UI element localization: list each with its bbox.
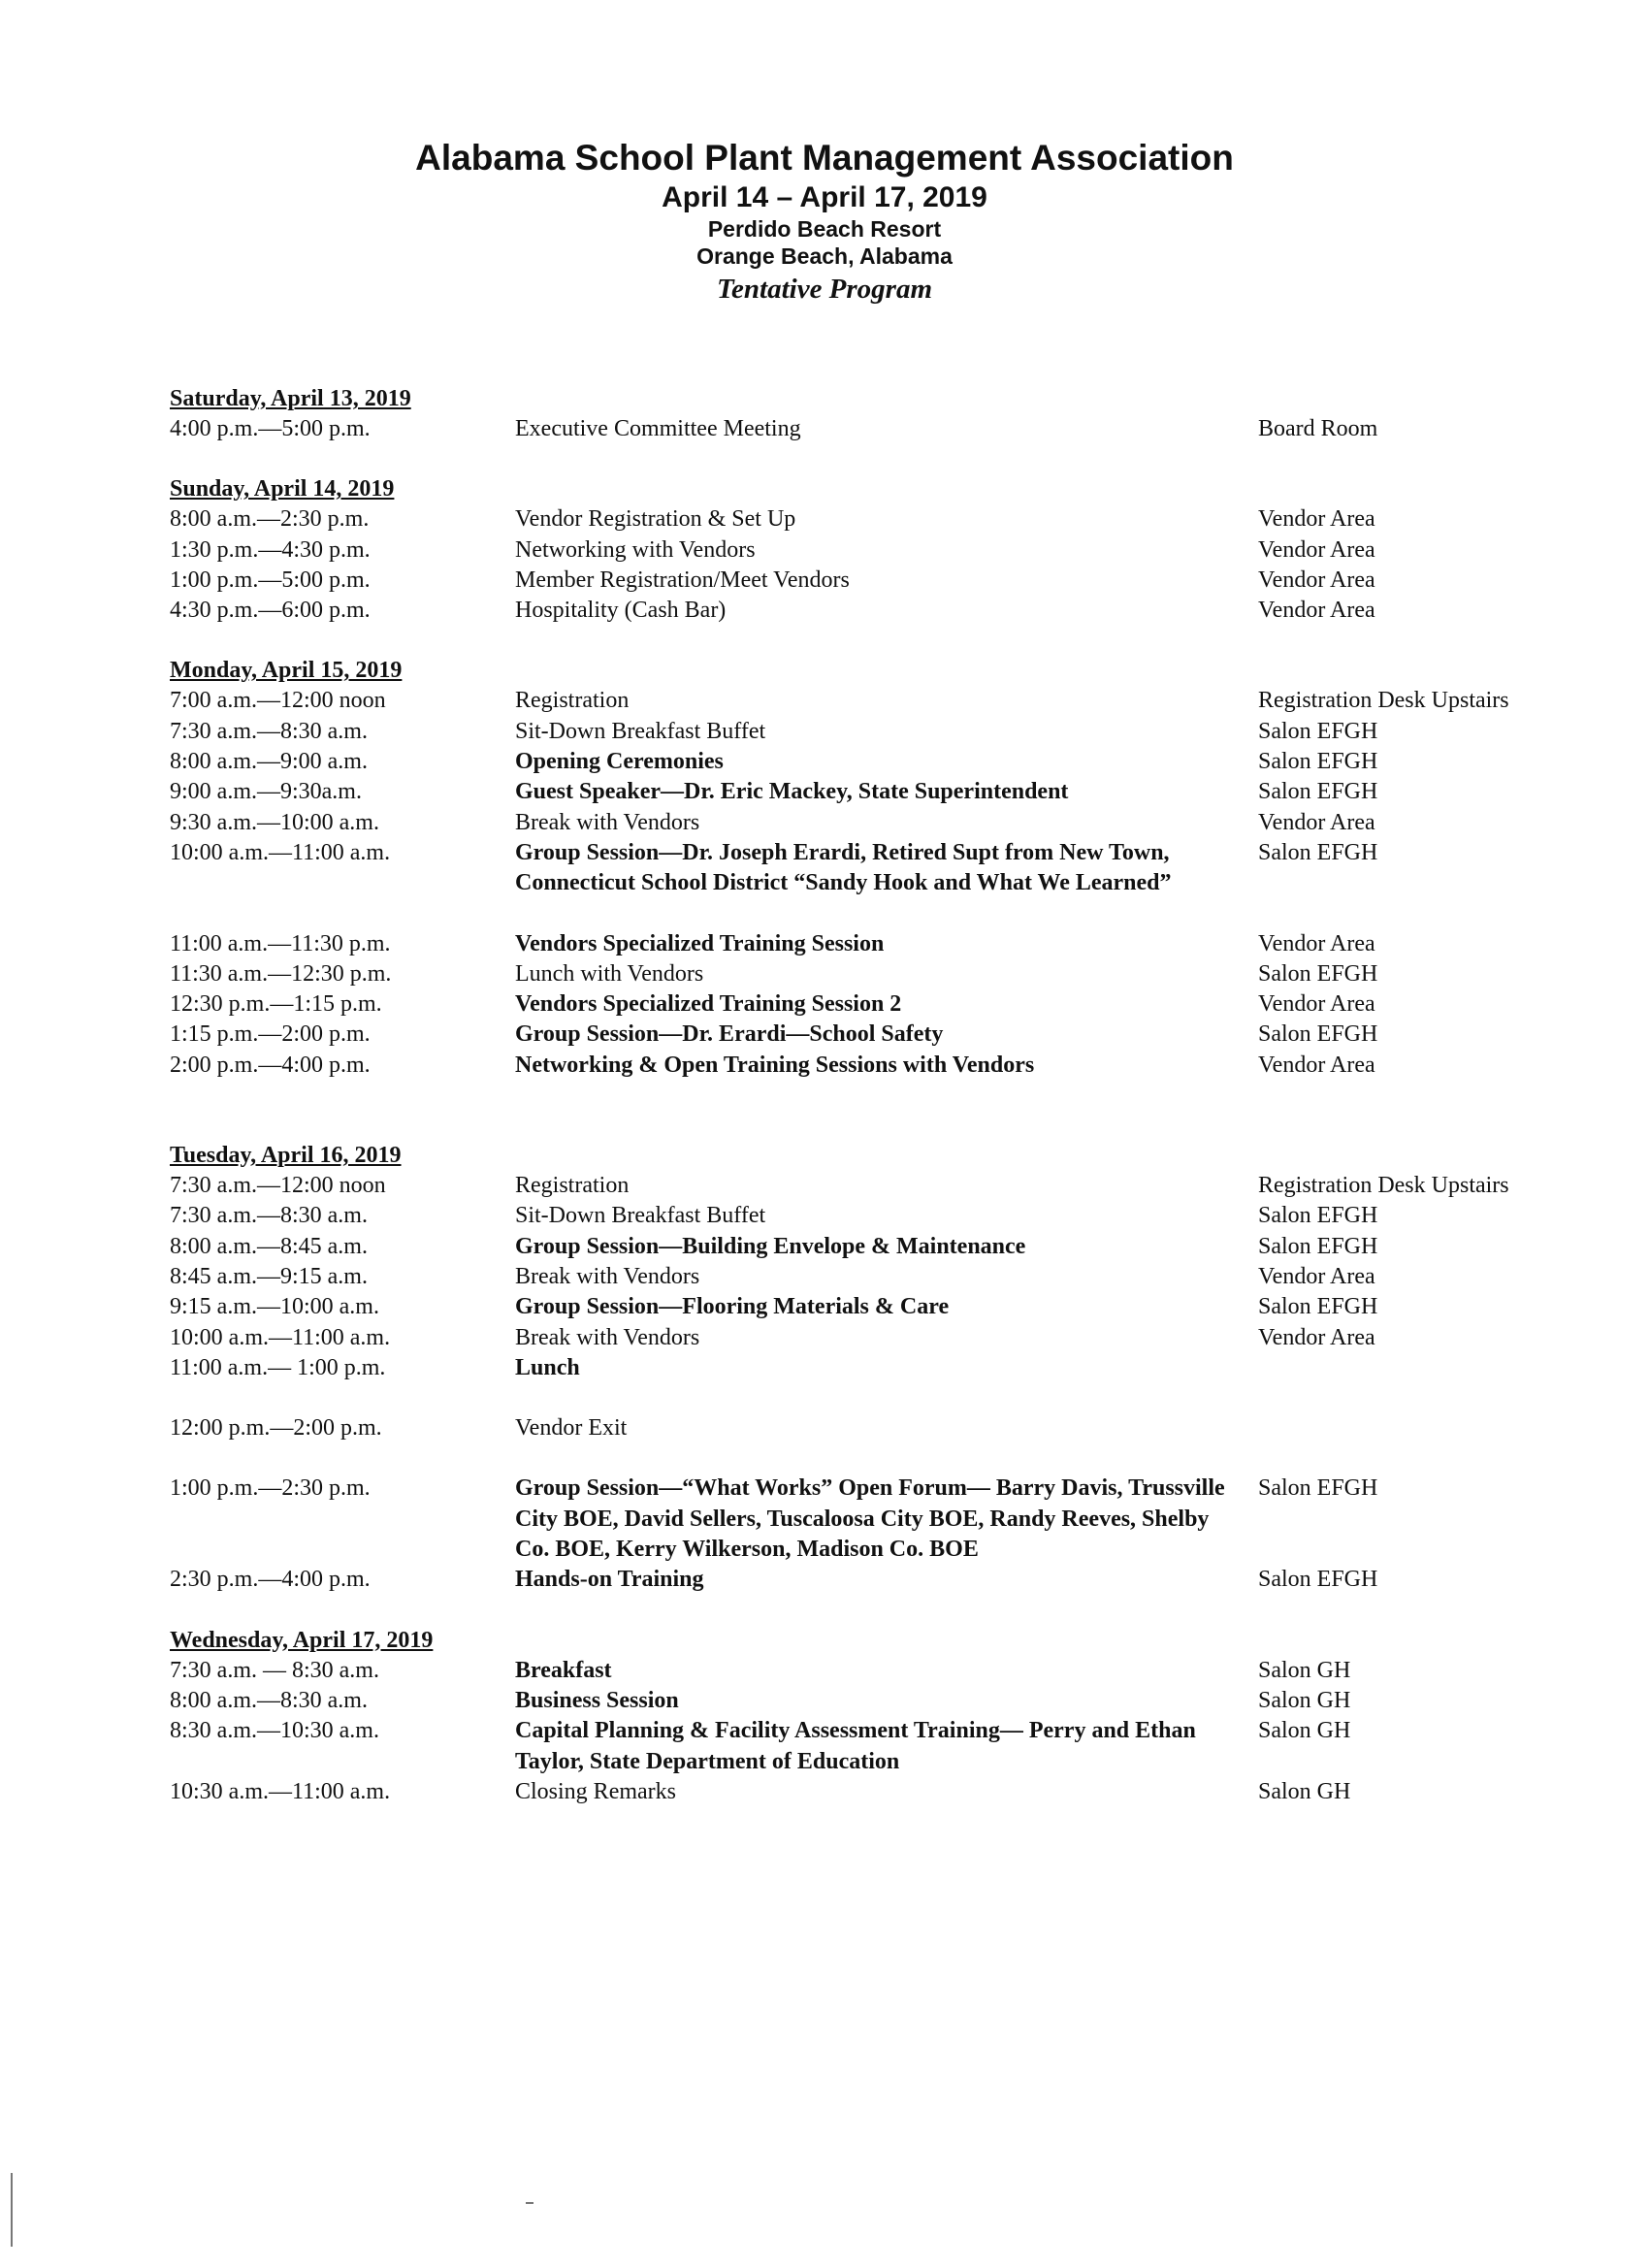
document-title: Alabama School Plant Management Association (415, 138, 1234, 178)
schedule-row (170, 1716, 1576, 1777)
event-title: Vendor Exit (515, 1415, 628, 1442)
event-title: Vendor Registration & Set Up (515, 506, 796, 533)
event-location: Salon EFGH (1258, 749, 1378, 775)
schedule-row (170, 959, 1576, 989)
event-title: Group Session—Dr. Joseph Erardi, Retired Supt from New Town, Connecticut School District “Sandy Hook and What We Learned” (515, 839, 1172, 896)
event-time: 11:00 a.m.— 1:00 p.m. (170, 1354, 386, 1380)
schedule-row (170, 566, 1576, 596)
schedule-row (170, 717, 1576, 747)
event-location: Vendor Area (1258, 598, 1375, 624)
event-title: Lunch with Vendors (515, 960, 704, 987)
event-location: Vendor Area (1258, 1052, 1375, 1078)
event-time: 8:00 a.m.—2:30 p.m. (170, 506, 370, 533)
event-title: Breakfast (515, 1657, 612, 1683)
event-title: Capital Planning & Facility Assessment Training— Perry and Ethan Taylor, State Department of Education (515, 1718, 1196, 1774)
document-header (0, 136, 1649, 308)
event-location: Registration Desk Upstairs (1258, 1173, 1509, 1199)
event-time: 10:30 a.m.—11:00 a.m. (170, 1778, 391, 1804)
event-time: 7:30 a.m.—8:30 a.m. (170, 718, 368, 744)
schedule (170, 384, 1576, 1807)
schedule-row (170, 989, 1576, 1020)
event-title: Networking with Vendors (515, 536, 756, 563)
event-title: Hospitality (Cash Bar) (515, 598, 727, 624)
schedule-row (170, 1323, 1576, 1353)
event-time: 1:00 p.m.—5:00 p.m. (170, 567, 371, 593)
event-time: 1:00 p.m.—2:30 p.m. (170, 1475, 371, 1502)
event-title: Opening Ceremonies (515, 749, 724, 775)
schedule-row (170, 777, 1576, 807)
event-time: 9:30 a.m.—10:00 a.m. (170, 809, 379, 835)
event-location: Vendor Area (1258, 930, 1375, 956)
event-time: 9:00 a.m.—9:30a.m. (170, 779, 362, 805)
day-section (170, 384, 1576, 444)
schedule-row (170, 1262, 1576, 1292)
event-time: 10:00 a.m.—11:00 a.m. (170, 1324, 391, 1350)
event-time: 11:00 a.m.—11:30 p.m. (170, 930, 391, 956)
day-heading: Sunday, April 14, 2019 (170, 476, 395, 502)
schedule-row (170, 414, 1576, 444)
event-location: Salon EFGH (1258, 1021, 1378, 1048)
event-title: Group Session—Building Envelope & Maintenance (515, 1233, 1026, 1259)
schedule-row (170, 1232, 1576, 1262)
event-title: Group Session—Flooring Materials & Care (515, 1294, 950, 1320)
event-location: Board Room (1258, 416, 1378, 441)
schedule-row (170, 838, 1576, 899)
event-time: 12:30 p.m.—1:15 p.m. (170, 991, 382, 1018)
schedule-row (170, 1020, 1576, 1050)
schedule-row (170, 1292, 1576, 1322)
event-time: 1:15 p.m.—2:00 p.m. (170, 1021, 371, 1048)
scan-speck (11, 2173, 13, 2247)
event-title: Guest Speaker—Dr. Eric Mackey, State Superintendent (515, 779, 1069, 805)
event-time: 7:00 a.m.—12:00 noon (170, 688, 386, 714)
event-title: Break with Vendors (515, 1324, 700, 1350)
schedule-row (170, 808, 1576, 838)
event-time: 12:00 p.m.—2:00 p.m. (170, 1415, 382, 1442)
schedule-row (170, 747, 1576, 777)
event-title: Sit-Down Breakfast Buffet (515, 1203, 766, 1229)
event-time: 4:00 p.m.—5:00 p.m. (170, 416, 371, 441)
event-title: Registration (515, 688, 630, 714)
event-location: Salon GH (1258, 1657, 1351, 1683)
event-title: Registration (515, 1173, 630, 1199)
schedule-row (170, 1474, 1576, 1565)
event-title: Group Session—Dr. Erardi—School Safety (515, 1021, 944, 1048)
event-time: 8:00 a.m.—8:45 a.m. (170, 1233, 368, 1259)
event-title: Sit-Down Breakfast Buffet (515, 718, 766, 744)
event-time: 7:30 a.m.—8:30 a.m. (170, 1203, 368, 1229)
event-time: 10:00 a.m.—11:00 a.m. (170, 839, 391, 865)
event-time: 2:30 p.m.—4:00 p.m. (170, 1567, 371, 1593)
event-title: Closing Remarks (515, 1778, 676, 1804)
event-location: Vendor Area (1258, 1263, 1375, 1289)
event-venue: Perdido Beach Resort (707, 216, 942, 242)
schedule-row (170, 1051, 1576, 1081)
schedule-row (170, 1565, 1576, 1595)
schedule-row (170, 504, 1576, 535)
event-location: Salon GH (1258, 1778, 1351, 1804)
event-location (1258, 1413, 1576, 1443)
schedule-row (170, 1777, 1576, 1807)
event-location: Salon EFGH (1258, 779, 1378, 805)
event-title: Break with Vendors (515, 809, 700, 835)
event-title: Group Session—“What Works” Open Forum— Barry Davis, Trussville City BOE, David Sellers, Tuscaloosa City BOE, Randy Reeves, Shelby Co. BOE, Kerry Wilkerson, Madison Co. BOE (515, 1475, 1225, 1563)
day-heading: Tuesday, April 16, 2019 (170, 1143, 402, 1169)
event-location: Vendor Area (1258, 506, 1375, 533)
schedule-row (170, 1686, 1576, 1716)
event-location: Vendor Area (1258, 809, 1375, 835)
scan-speck (526, 2202, 534, 2204)
schedule-row (170, 1353, 1576, 1383)
event-city: Orange Beach, Alabama (696, 243, 953, 269)
event-time: 8:00 a.m.—8:30 a.m. (170, 1687, 368, 1713)
event-location: Salon EFGH (1258, 839, 1378, 865)
event-title: Business Session (515, 1687, 679, 1713)
event-location: Salon EFGH (1258, 1233, 1378, 1259)
schedule-row (170, 686, 1576, 716)
event-location: Salon EFGH (1258, 1294, 1378, 1320)
day-heading: Monday, April 15, 2019 (170, 658, 403, 684)
schedule-row (170, 1201, 1576, 1231)
event-title: Networking & Open Training Sessions with Vendors (515, 1052, 1035, 1078)
day-section (170, 1141, 1576, 1596)
event-location: Salon GH (1258, 1718, 1351, 1744)
event-time: 7:30 a.m.—12:00 noon (170, 1173, 386, 1199)
event-location: Vendor Area (1258, 1324, 1375, 1350)
schedule-row (170, 596, 1576, 626)
event-time: 4:30 p.m.—6:00 p.m. (170, 598, 371, 624)
event-time: 11:30 a.m.—12:30 p.m. (170, 960, 392, 987)
event-location: Salon GH (1258, 1687, 1351, 1713)
event-time: 1:30 p.m.—4:30 p.m. (170, 536, 371, 563)
schedule-row (170, 1171, 1576, 1201)
schedule-row (170, 535, 1576, 566)
event-location: Vendor Area (1258, 567, 1375, 593)
event-location: Salon EFGH (1258, 718, 1378, 744)
event-title: Executive Committee Meeting (515, 416, 801, 441)
event-location: Salon EFGH (1258, 1203, 1378, 1229)
event-title: Member Registration/Meet Vendors (515, 567, 850, 593)
day-heading: Wednesday, April 17, 2019 (170, 1627, 434, 1653)
event-dates: April 14 – April 17, 2019 (662, 181, 987, 213)
event-location (1258, 1353, 1576, 1383)
schedule-row (170, 1656, 1576, 1686)
schedule-row (170, 929, 1576, 959)
event-location: Salon EFGH (1258, 1475, 1378, 1502)
event-location: Registration Desk Upstairs (1258, 688, 1509, 714)
event-title: Lunch (515, 1354, 580, 1380)
event-location: Vendor Area (1258, 991, 1375, 1018)
day-heading: Saturday, April 13, 2019 (170, 386, 411, 411)
event-time: 9:15 a.m.—10:00 a.m. (170, 1294, 379, 1320)
program-subtitle: Tentative Program (716, 274, 933, 305)
day-section (170, 474, 1576, 626)
schedule-row (170, 1413, 1576, 1443)
event-title: Break with Vendors (515, 1263, 700, 1289)
event-time: 8:30 a.m.—10:30 a.m. (170, 1718, 379, 1744)
day-section (170, 656, 1576, 1081)
event-location: Salon EFGH (1258, 1567, 1378, 1593)
event-location: Salon EFGH (1258, 960, 1378, 987)
event-title: Hands-on Training (515, 1567, 704, 1593)
event-time: 2:00 p.m.—4:00 p.m. (170, 1052, 371, 1078)
event-title: Vendors Specialized Training Session (515, 930, 885, 956)
event-location: Vendor Area (1258, 536, 1375, 563)
event-time: 8:45 a.m.—9:15 a.m. (170, 1263, 368, 1289)
day-section (170, 1626, 1576, 1807)
event-title: Vendors Specialized Training Session 2 (515, 991, 902, 1018)
event-time: 7:30 a.m. — 8:30 a.m. (170, 1657, 379, 1683)
event-time: 8:00 a.m.—9:00 a.m. (170, 749, 368, 775)
